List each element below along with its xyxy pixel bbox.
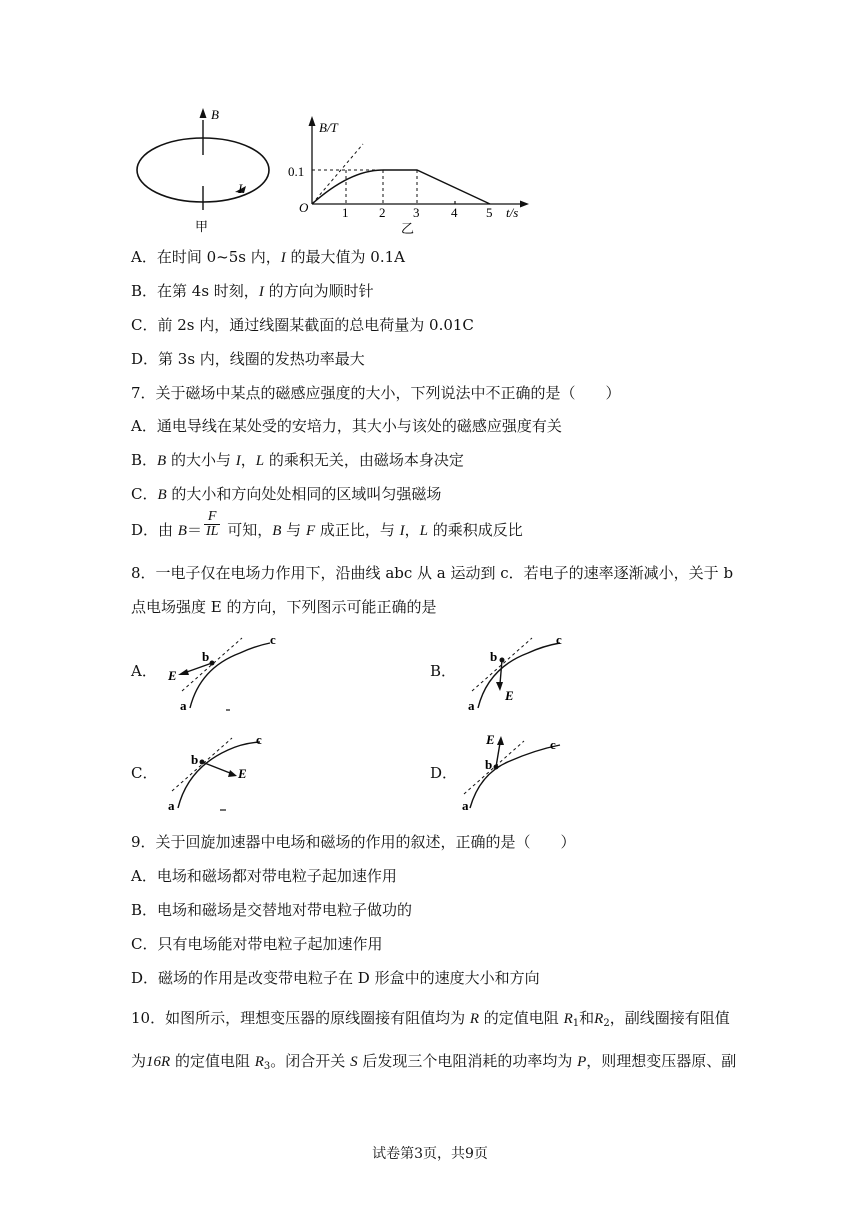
q8-option-c-label: C．	[131, 764, 158, 782]
x-tick: 2	[379, 205, 386, 220]
q7-option-c: C．B 的大小和方向处处相同的区域叫匀强磁场	[131, 485, 442, 503]
q9-option-d: D．磁场的作用是改变带电粒子在 D 形盒中的速度大小和方向	[131, 969, 540, 987]
figure-1	[125, 100, 545, 235]
q8-stem-line2: 点电场强度 E 的方向，下列图示可能正确的是	[131, 598, 437, 616]
svg-text:b: b	[485, 757, 493, 772]
label-b: B	[211, 107, 219, 122]
x-tick: 4	[451, 205, 458, 220]
x-tick: 1	[342, 205, 349, 220]
q8-option-a-label: A．	[131, 662, 157, 680]
q6-option-b: B．在第 4s 时刻，I 的方向为顺时针	[131, 282, 374, 300]
q9-option-b: B．电场和磁场是交替地对带电粒子做功的	[131, 901, 413, 919]
svg-text:c: c	[556, 632, 562, 647]
q8-stem-line1: 8．一电子仅在电场力作用下，沿曲线 abc 从 a 运动到 c．若电子的速率逐渐减小，关于 b	[131, 564, 734, 582]
svg-text:a: a	[462, 798, 469, 813]
q8-option-d-label: D．	[430, 764, 458, 782]
svg-text:c: c	[256, 732, 262, 747]
q10-stem-line2: 为16R 的定值电阻 $R_3$。闭合开关 S 后发现三个电阻消耗的功率均为 P，则理想变压器原、副	[131, 1052, 737, 1072]
q8-figure-b	[460, 628, 590, 718]
x-tick: 5	[486, 205, 493, 220]
svg-text:E: E	[168, 668, 177, 683]
label-i: I	[238, 181, 243, 196]
page-footer: 试卷第3页，共9页	[372, 1146, 488, 1162]
q8-figure-a	[160, 628, 290, 718]
svg-text:E: E	[238, 766, 247, 781]
y-tick-01: 0.1	[288, 164, 305, 179]
svg-text:b: b	[202, 649, 210, 664]
svg-text:a: a	[180, 698, 187, 713]
svg-text:a: a	[468, 698, 475, 713]
origin-label: O	[299, 200, 309, 215]
svg-text:c: c	[550, 737, 556, 752]
q8-figure-c	[160, 728, 290, 818]
y-axis-label: B/T	[319, 120, 338, 135]
label-jia: 甲	[195, 219, 209, 234]
x-axis-label: t/s	[506, 205, 519, 220]
q9-stem: 9．关于回旋加速器中电场和磁场的作用的叙述，正确的是（ ）	[131, 833, 576, 851]
svg-text:b: b	[490, 649, 498, 664]
q6-option-c: C．前 2s 内，通过线圈某截面的总电荷量为 0.01C	[131, 316, 474, 334]
fraction-f-over-il: $\frac{F}{IL}$	[205, 508, 219, 539]
svg-text:b: b	[191, 752, 199, 767]
q9-option-c: C．只有电场能对带电粒子起加速作用	[131, 935, 383, 953]
q7-option-d: D．由 B＝ $\frac{F}{IL}$ 可知，B 与 F 成正比，与 I，L 的乘积成反比	[131, 508, 523, 539]
svg-text:E: E	[486, 732, 495, 747]
svg-text:a: a	[168, 798, 175, 813]
q10-stem-line1: 10．如图所示，理想变压器的原线圈接有阻值均为 R 的定值电阻 $R_1$和$R_2$，副线圈接有阻值	[131, 1009, 730, 1029]
q6-option-a: A．在时间 0~5s 内，I 的最大值为 0.1A	[131, 248, 405, 266]
svg-text:c: c	[270, 632, 276, 647]
q6-option-d: D．第 3s 内，线圈的发热功率最大	[131, 350, 365, 368]
q9-option-a: A．电场和磁场都对带电粒子起加速作用	[131, 867, 397, 885]
q8-option-b-label: B．	[430, 662, 457, 680]
q7-option-b: B．B 的大小与 I，L 的乘积无关，由磁场本身决定	[131, 451, 464, 469]
svg-text:E: E	[505, 688, 514, 703]
bt-graph	[288, 116, 529, 235]
q8-figure-d	[460, 728, 590, 818]
x-tick: 3	[413, 205, 420, 220]
q7-option-a: A．通电导线在某处受的安培力，其大小与该处的磁感应强度有关	[131, 417, 562, 435]
bt-curve	[312, 170, 490, 204]
label-yi: 乙	[401, 221, 415, 235]
q7-stem: 7．关于磁场中某点的磁感应强度的大小，下列说法中不正确的是（ ）	[131, 384, 621, 402]
